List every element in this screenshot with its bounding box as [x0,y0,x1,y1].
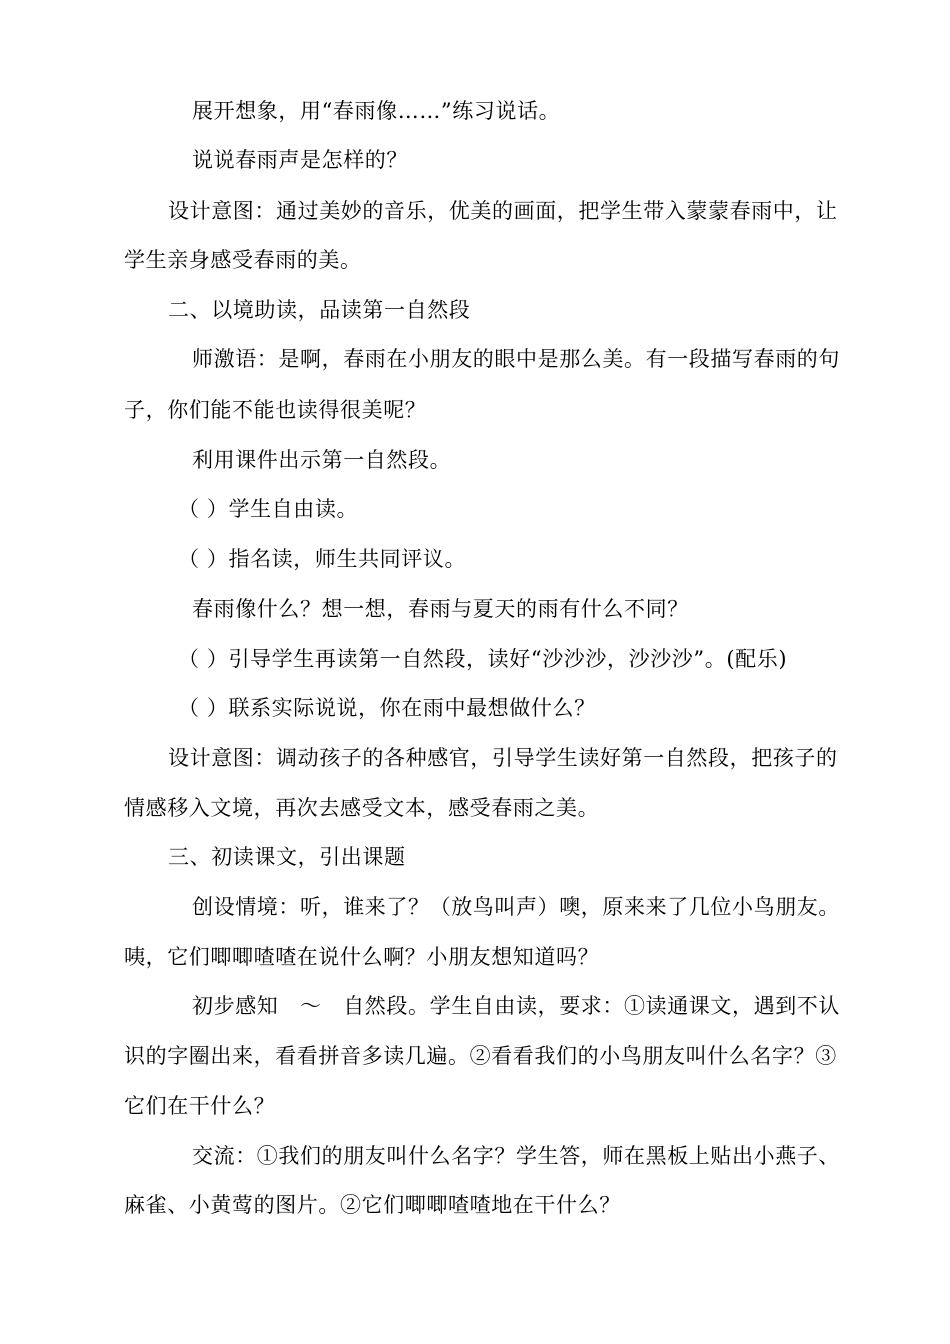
list-item: （ ）引导学生再读第一自然段，读好“沙沙沙，沙沙沙”。(配乐) [178,647,788,671]
list-item: （ ）联系实际说说，你在雨中最想做什么？ [178,696,596,720]
paragraph-line: 麻雀、小黄莺的图片。②它们唧唧喳喳地在干什么？ [124,1193,621,1217]
paragraph-line: 咦，它们唧唧喳喳在说什么啊？小朋友想知道吗？ [124,945,600,969]
paragraph-line: 交流：①我们的朋友叫什么名字？学生答，师在黑板上贴出小燕子、 [192,1144,840,1168]
paragraph-line: 它们在干什么？ [124,1094,276,1118]
paragraph-line: 学生亲身感受春雨的美。 [124,248,362,272]
paragraph-line: 初步感知 ～ 自然段。学生自由读，要求：①读通课文，遇到不认 [192,994,840,1018]
paragraph-line: 展开想象，用“春雨像……”练习说话。 [192,99,561,123]
paragraph-line: 师激语：是啊，春雨在小朋友的眼中是那么美。有一段描写春雨的句 [192,347,840,371]
design-intent-line: 设计意图：调动孩子的各种感官，引导学生读好第一自然段，把孩子的 [168,746,838,770]
section-heading-3: 三、初读课文，引出课题 [168,845,406,869]
list-item: （ ）学生自由读。 [178,497,359,521]
list-item: （ ）指名读，师生共同评议。 [178,547,467,571]
paragraph-line: 识的字圈出来，看看拼音多读几遍。②看看我们的小鸟朋友叫什么名字？③ [124,1044,837,1068]
paragraph-line: 春雨像什么？想一想，春雨与夏天的雨有什么不同？ [192,597,689,621]
paragraph-line: 子，你们能不能也读得很美呢？ [124,398,427,422]
paragraph-line: 说说春雨声是怎样的？ [192,148,408,172]
paragraph-line: 利用课件出示第一自然段。 [192,448,452,472]
section-heading-2: 二、以境助读，品读第一自然段 [168,298,471,322]
paragraph-line: 情感移入文境，再次去感受文本，感受春雨之美。 [124,796,600,820]
design-intent-line: 设计意图：通过美妙的音乐，优美的画面，把学生带入蒙蒙春雨中，让 [168,199,838,223]
paragraph-line: 创设情境：听，谁来了？（放鸟叫声）噢，原来来了几位小鸟朋友。 [192,895,840,919]
